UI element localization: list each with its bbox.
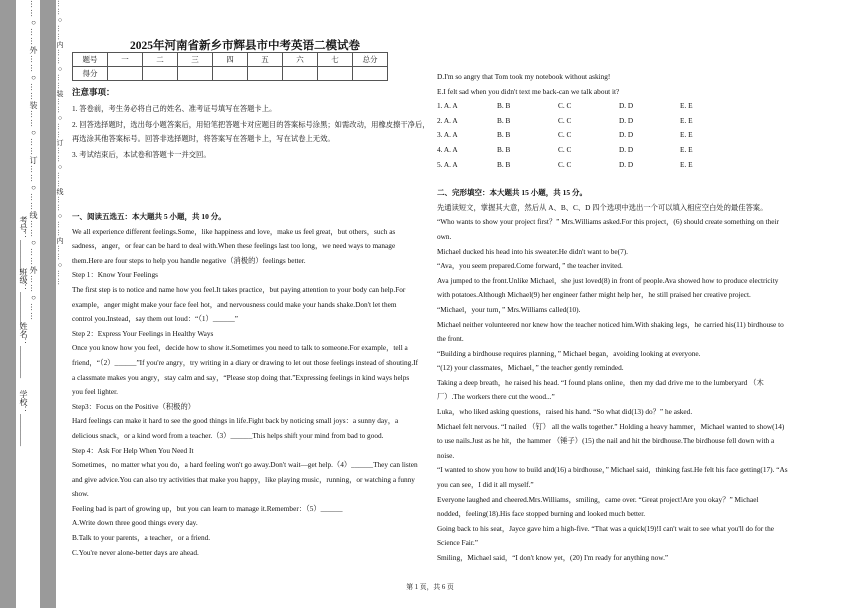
answer-choice[interactable]: 1. A. A: [437, 101, 458, 111]
score-cell: [213, 67, 248, 81]
score-header-cell: 题号: [73, 53, 108, 67]
score-cell: [248, 67, 283, 81]
binding-dots-inner: ……○……内……○……装……○……订……○……线……○……内……○……: [56, 0, 64, 286]
answer-choice[interactable]: C. C: [558, 101, 572, 111]
score-table-header-row: [73, 53, 388, 67]
score-cell: [318, 67, 353, 81]
passage-step-heading: Step 4：Ask For Help When You Need It: [72, 445, 194, 455]
score-header-cell: 三: [178, 53, 213, 67]
score-row-label: 得分: [73, 67, 108, 81]
answer-choice[interactable]: C. C: [558, 144, 572, 154]
passage-paragraph: Hard feelings can make it hard to see the good things in life.Fight back by noticing small joys：a sunny day，a delicious snack，or a kind word from a teacher.（3）______This helps shift your mind from bad to good.: [72, 416, 399, 440]
notice-title: 注意事项：: [72, 87, 115, 97]
passage-paragraph: “(12) your classmates，Michael，” the teacher gently reminded.: [437, 363, 624, 373]
answer-choice[interactable]: E. E: [680, 144, 693, 154]
passage-paragraph: Going back to his seat，Jayce gave him a high-five. “That was a quick(19)!I can't wait to see what you'll do for the Science Fair.”: [437, 523, 774, 548]
option-item: B.Talk to your parents，a teacher，or a friend.: [72, 533, 211, 543]
passage-paragraph: Sometimes，no matter what you do，a hard feeling won't go away.Don't wait—get help.（4）______They can listen and give advice.You can also try activities that make you happy，like playing music，running，or watching a funny show.: [72, 460, 418, 499]
passage-paragraph: Luka，who liked asking questions，raised his hand. “So what did(13) do？” he asked.: [437, 407, 693, 417]
answer-row: [437, 143, 789, 158]
answer-choice[interactable]: D. D: [619, 101, 634, 111]
answer-choice[interactable]: B. B: [497, 101, 511, 111]
exam-number-field-label: 考号：________: [19, 216, 28, 272]
passage-paragraph: The first step is to notice and name how you feel.It takes practice，but paying attention to your body can help.For example，anger might make your face feel hot，and nervousness could make your hands shake.Don't let them control you.Instead，say them out loud：“（1）______”: [72, 284, 406, 324]
passage-paragraph: Ava jumped to the front.Unlike Michael，she just loved(8) in front of people.Ava showed how to produce electricity with potatoes.Although Michael(9) her engineer father might help her，he still praised her creative project.: [437, 275, 779, 300]
answer-choice[interactable]: D. D: [619, 130, 634, 140]
answer-choice[interactable]: E. E: [680, 159, 693, 169]
notice-list: [72, 102, 430, 163]
answer-row: [437, 158, 789, 173]
answer-choice[interactable]: C. C: [558, 130, 572, 140]
answer-choices: [437, 99, 789, 172]
answer-choice[interactable]: E. E: [680, 130, 693, 140]
passage-step-heading: Step 2：Express Your Feelings in Healthy Ways: [72, 328, 214, 338]
score-header-cell: 五: [248, 53, 283, 67]
notice-item: 2. 回答选择题时，选出每小题答案后，用铅笔把答题卡对应题目的答案标号涂黑；如需改动，用橡皮擦干净后，再选涂其他答案标号。回答非选择题时，将答案写在答题卡上，写在试卷上无效。: [72, 119, 430, 143]
passage-step-heading: Step 1：Know Your Feelings: [72, 270, 158, 280]
answer-choice[interactable]: E. E: [680, 115, 693, 125]
score-cell: [143, 67, 178, 81]
score-header-cell: 六: [283, 53, 318, 67]
score-cell: [353, 67, 388, 81]
answer-choice[interactable]: 2. A. A: [437, 115, 458, 125]
score-header-cell: 二: [143, 53, 178, 67]
right-column: [437, 70, 789, 566]
passage-paragraph: “Building a birdhouse requires planning，” Michael began，avoiding looking at everyone.: [437, 348, 701, 358]
score-cell: [178, 67, 213, 81]
option-item: C.You're never alone-better days are ahead.: [72, 547, 199, 557]
answer-choice[interactable]: B. B: [497, 144, 511, 154]
answer-choice[interactable]: 4. A. A: [437, 144, 458, 154]
instruction: 先通读短文，掌握其大意，然后从 A、B、C、D 四个选项中选出一个可以填入相应空白处的最佳答案。: [437, 202, 768, 212]
notice-item: 3. 考试结束后，本试卷和答题卡一并交回。: [72, 149, 211, 159]
binding-strip-outer: [0, 0, 16, 608]
answer-choice[interactable]: D. D: [619, 159, 634, 169]
score-cell: [108, 67, 143, 81]
section-heading: 二、完形填空：本大题共 15 小题，共 15 分。: [437, 188, 587, 198]
answer-choice[interactable]: 5. A. A: [437, 159, 458, 169]
passage-paragraph: We all experience different feelings.Some，like happiness and love，make us feel great，but others，such as sadness，anger，or fear can be hard to deal with.When these feelings last too long，we need ways to manage them.Here are four steps to help you handle negative（消极的）feelings better.: [72, 226, 396, 265]
option-item: E.I felt sad when you didn't text me back-can we talk about it?: [437, 86, 620, 96]
page-footer: 第 1 页，共 6 页: [406, 584, 454, 591]
binding-strip-inner: [40, 0, 56, 608]
answer-choice[interactable]: E. E: [680, 101, 693, 111]
answer-choice[interactable]: B. B: [497, 130, 511, 140]
passage-paragraph: Smiling，Michael said，“I don't know yet，(20) I'm ready for anything now.”: [437, 553, 669, 562]
section-reading: [72, 210, 418, 560]
page-title: 2025年河南省新乡市辉县市中考英语二模试卷: [130, 40, 360, 52]
option-item: A.Write down three good things every day.: [72, 518, 198, 528]
class-field-label: 班级：________: [19, 268, 28, 324]
score-header-cell: 四: [213, 53, 248, 67]
passage-paragraph: Michael neither volunteered nor knew how the teacher noticed him.With shaking legs，he carried his(11) birdhouse to the front.: [437, 319, 784, 344]
passage-paragraph: Michael ducked his head into his sweater.He didn't want to be(7).: [437, 246, 628, 256]
passage-paragraph: “I wanted to show you how to build and(16) a birdhouse，” Michael said，thinking fast.He felt his face getting(17). “As you can see，I did it all myself.”: [437, 465, 788, 490]
answer-row: [437, 114, 789, 129]
binding-dots-outer: ……○……外……○……装……○……订……○……线……○……外……○……: [29, 0, 38, 321]
passage-paragraph: “Michael，your turn，” Mrs.Williams called(10).: [437, 304, 581, 314]
answer-choice[interactable]: D. D: [619, 115, 634, 125]
passage-paragraph: “Who wants to show your project first？” Mrs.Williams asked.For this project，(6) should create something on their own.: [437, 217, 779, 241]
passage-paragraph: Feeling bad is part of growing up，but you can learn to manage it.Remember：（5）______: [72, 503, 343, 513]
score-table-score-row: [73, 67, 388, 81]
answer-choice[interactable]: B. B: [497, 115, 511, 125]
spacer: [437, 172, 789, 186]
answer-row: [437, 128, 789, 143]
score-header-cell: 七: [318, 53, 353, 67]
score-cell: [283, 67, 318, 81]
school-field-label: 学校：________: [19, 390, 28, 446]
binding-margin: [0, 0, 64, 608]
answer-choice[interactable]: B. B: [497, 159, 511, 169]
name-field-label: 姓名：________: [19, 322, 28, 378]
score-header-cell: 一: [108, 53, 143, 67]
answer-row: [437, 99, 789, 114]
passage-paragraph: “Ava，you seem prepared.Come forward，” the teacher invited.: [437, 261, 623, 271]
option-item: D.I'm so angry that Tom took my notebook without asking!: [437, 72, 611, 81]
passage-step-heading: Step3：Focus on the Positive（积极的）: [72, 401, 196, 411]
answer-choice[interactable]: C. C: [558, 115, 572, 125]
score-header-cell: 总分: [353, 53, 388, 67]
notice-item: 1. 答卷前，考生务必将自己的姓名、准考证号填写在答题卡上。: [72, 104, 277, 113]
answer-choice[interactable]: D. D: [619, 144, 634, 154]
passage-paragraph: Michael felt nervous. “I nailed （钉） all the walls together.” Holding a heavy hammer，Michael wanted to show(14) to use nails.Just as he hit，the hammer （锤子）(15) the nail and hit the birdhouse.The birdhouse fell down with a noise.: [437, 421, 785, 460]
answer-choice[interactable]: 3. A. A: [437, 130, 458, 140]
passage-paragraph: Once you know how you feel，decide how to show it.Sometimes you need to talk to someone.For example，tell a friend，“（2）______”If you're angry，try writing in a diary or drawing to let out those feelings instead of shouting.If a classmate makes you angry，stay calm and say，“Please stop doing that.”Expressing feelings in kind ways helps you feel lighter.: [72, 343, 419, 397]
passage-paragraph: Taking a deep breath，he raised his head. “I found plans online，then my dad drive me to the lumberyard （木厂）.The workers there cut the wood...”: [437, 377, 764, 402]
answer-choice[interactable]: C. C: [558, 159, 572, 169]
section-heading: 一、阅读五选五：本大题共 5 小题，共 10 分。: [72, 212, 226, 221]
passage-paragraph: Everyone laughed and cheered.Mrs.Williams，smiling，came over. “Great project!Are you okay？” Michael nodded，feeling(18).His face stopped burning and looked much better.: [437, 494, 759, 519]
score-table: [72, 52, 388, 81]
